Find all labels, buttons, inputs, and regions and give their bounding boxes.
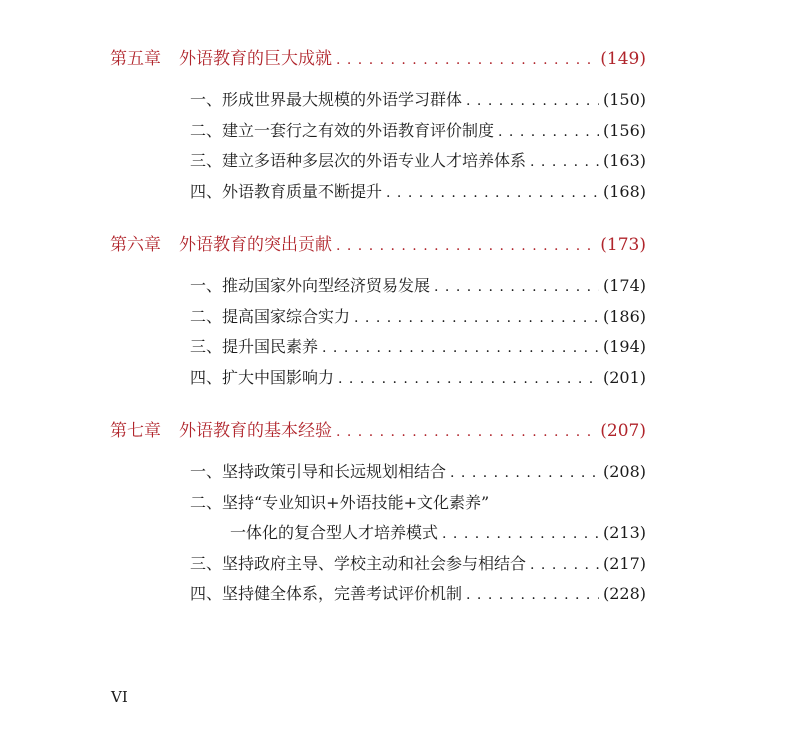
entry-page: (186) [602,306,646,326]
toc-entry[interactable] [110,549,646,580]
toc-entry[interactable] [110,363,646,394]
table-of-contents [110,43,646,632]
chapter-title: 外语教育的突出贡献 [179,235,332,255]
entry-page: (217) [602,553,646,573]
entry-title: 一、形成世界最大规模的外语学习群体 [190,90,463,109]
dot-leader [386,178,599,209]
entry-page: (208) [602,462,646,481]
entry-page: (156) [602,120,646,140]
toc-entry[interactable] [110,457,646,488]
dot-leader [442,519,599,550]
toc-entry-continuation[interactable] [110,518,646,549]
toc-entry[interactable] [110,146,646,177]
toc-entry[interactable] [110,116,646,147]
chapter-5 [110,43,646,207]
entry-page: (201) [602,367,646,387]
chapter-page: (149) [600,49,646,69]
chapter-page: (207) [600,421,646,441]
entry-title: 一、推动国家外向型经济贸易发展 [190,276,431,295]
toc-entry[interactable] [110,579,646,610]
chapter-heading[interactable] [110,229,646,261]
chapter-number: 第六章 [110,235,161,255]
entry-title: 二、坚持“专业知识+外语技能+文化素养” [190,492,490,512]
entry-page: (228) [602,584,646,603]
chapter-page: (173) [600,235,646,255]
entry-title: 一、坚持政策引导和长远规划相结合 [190,462,447,481]
entry-page: (174) [602,276,646,295]
entry-title: 四、坚持健全体系，完善考试评价机制 [190,584,463,603]
entry-title: 四、扩大中国影响力 [190,367,335,387]
dot-leader [434,272,599,303]
dot-leader [466,86,599,117]
toc-entry[interactable] [110,332,646,363]
dot-leader [450,458,599,489]
dot-leader [530,147,599,178]
dot-leader [336,44,596,76]
dot-leader [322,333,599,364]
chapter-7 [110,415,646,610]
entry-page: (194) [602,337,646,356]
dot-leader [466,580,599,611]
chapter-heading[interactable] [110,43,646,75]
dot-leader [354,303,599,334]
entry-title-continuation: 一体化的复合型人才培养模式 [230,523,439,542]
chapter-6 [110,229,646,393]
entry-title: 三、建立多语种多层次的外语专业人才培养体系 [190,151,527,170]
entry-page: (150) [602,90,646,109]
entry-title: 二、建立一套行之有效的外语教育评价制度 [190,120,495,140]
toc-entry[interactable] [110,177,646,208]
dot-leader [336,416,596,448]
toc-entry[interactable] [110,302,646,333]
dot-leader [530,550,599,581]
dot-leader [336,230,596,262]
dot-leader [498,117,599,148]
chapter-title: 外语教育的基本经验 [179,421,332,441]
entry-page: (163) [602,151,646,170]
chapter-number: 第五章 [110,49,161,69]
page-number: VI [111,688,128,706]
entry-title: 三、坚持政府主导、学校主动和社会参与相结合 [190,553,527,573]
dot-leader [338,364,599,395]
toc-entry[interactable] [110,271,646,302]
chapter-number: 第七章 [110,421,161,441]
entry-title: 二、提高国家综合实力 [190,306,351,326]
entry-title: 四、外语教育质量不断提升 [190,181,383,201]
toc-entry-first-line[interactable] [110,488,646,519]
chapter-heading[interactable] [110,415,646,447]
chapter-title: 外语教育的巨大成就 [179,49,332,69]
entry-page: (213) [602,523,646,542]
entry-title: 三、提升国民素养 [190,337,319,356]
toc-entry[interactable] [110,85,646,116]
entry-page: (168) [602,181,646,201]
